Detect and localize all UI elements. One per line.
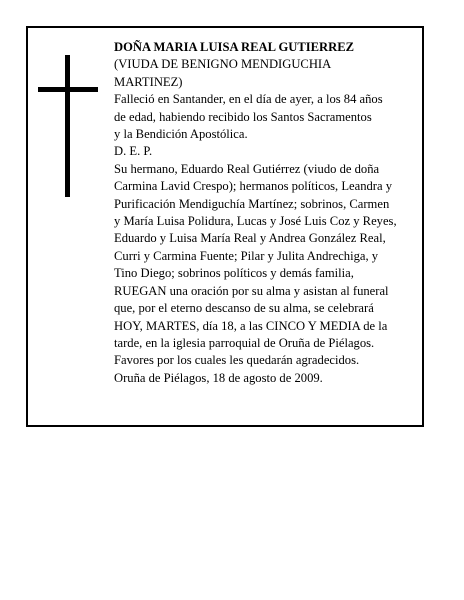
widow-line-1: (VIUDA DE BENIGNO MENDIGUCHIA [114, 57, 332, 72]
cross-icon [38, 55, 98, 197]
body-line: D. E. P. [114, 144, 153, 159]
body-line: Purificación Mendiguchía Martínez; sobrinos, Carmen [114, 196, 390, 211]
body-line: Tino Diego; sobrinos políticos y demás familia, [114, 266, 354, 281]
obituary-notice [26, 26, 424, 427]
body-line: de edad, habiendo recibido los Santos Sacramentos [114, 109, 372, 124]
notice-text [114, 39, 424, 387]
body-line: y María Luisa Polidura, Lucas y José Luis Coz y Reyes, [114, 214, 397, 229]
body-line: Favores por los cuales les quedarán agradecidos. [114, 353, 360, 368]
body-line: RUEGAN una oración por su alma y asistan al funeral [114, 283, 389, 298]
cross-vertical-bar [65, 55, 70, 197]
closing-line: Oruña de Piélagos, 18 de agosto de 2009. [114, 370, 323, 385]
body-line: Curri y Carmina Fuente; Pilar y Julita Andrechiga, y [114, 248, 379, 263]
body-line: que, por el eterno descanso de su alma, se celebrará [114, 301, 374, 316]
body-line: HOY, MARTES, día 18, a las CINCO Y MEDIA de la [114, 318, 388, 333]
body-line: Falleció en Santander, en el día de ayer, a los 84 años [114, 92, 383, 107]
body-line: Su hermano, Eduardo Real Gutiérrez (viudo de doña [114, 161, 380, 176]
body-line: Eduardo y Luisa María Real y Andrea González Real, [114, 231, 386, 246]
cross-horizontal-bar [38, 87, 98, 92]
widow-line-2: MARTINEZ) [114, 74, 183, 89]
body-line: Carmina Lavid Crespo); hermanos políticos, Leandra y [114, 179, 393, 194]
body-line: tarde, en la iglesia parroquial de Oruña de Piélagos. [114, 335, 375, 350]
deceased-name: DOÑA MARIA LUISA REAL GUTIERREZ [114, 40, 355, 54]
body-line: y la Bendición Apostólica. [114, 127, 248, 142]
